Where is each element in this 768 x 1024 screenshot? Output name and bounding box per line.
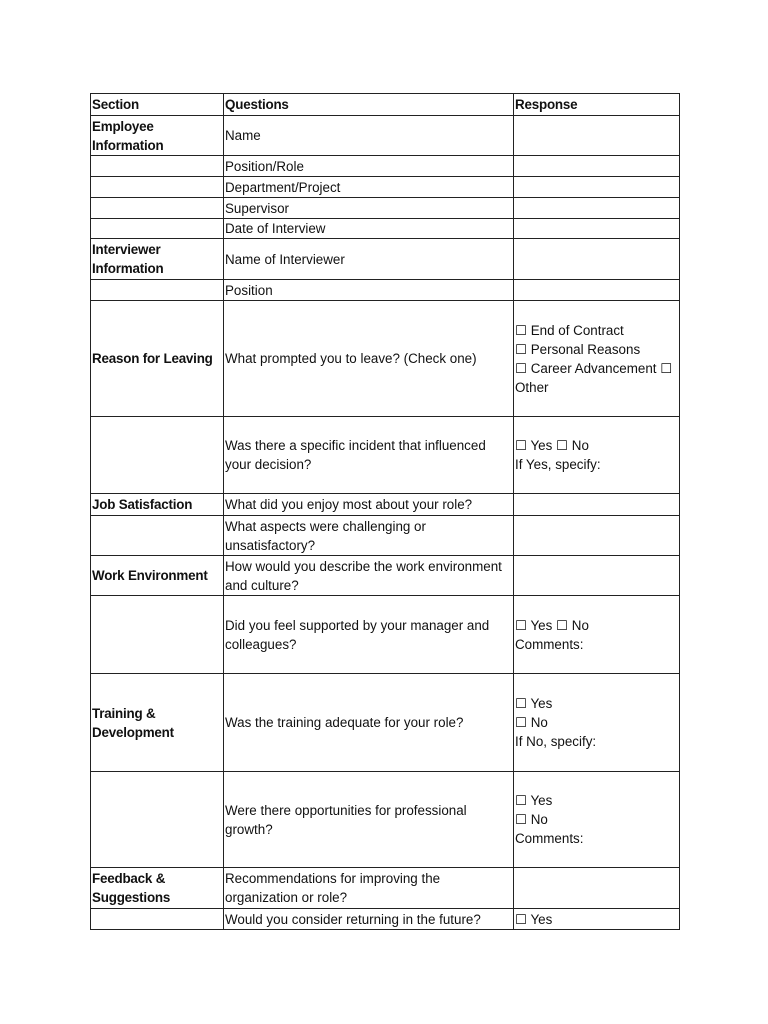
response-cell[interactable] (514, 116, 680, 156)
table-row (91, 239, 680, 280)
response-cell[interactable] (514, 494, 680, 516)
response-option[interactable]: If Yes, specify: (515, 457, 601, 472)
table-row (91, 198, 680, 219)
question-text: Was the training adequate for your role? (225, 715, 464, 730)
response-cell[interactable] (514, 596, 680, 674)
section-cell (91, 516, 224, 556)
response-option[interactable]: ☐ Career Advancement ☐ (515, 360, 673, 376)
response-option[interactable]: Comments: (515, 636, 584, 652)
question-text: What prompted you to leave? (Check one) (225, 351, 477, 366)
exit-interview-table (90, 93, 680, 930)
header-section: Section (91, 94, 224, 116)
section-cell (91, 156, 224, 177)
section-cell (91, 674, 224, 772)
table-row (91, 116, 680, 156)
table-row (91, 868, 680, 909)
response-option[interactable]: ☐ Yes ☐ No (515, 438, 589, 453)
response-option[interactable]: ☐ Personal Reasons (515, 341, 641, 357)
section-cell (91, 116, 224, 156)
section-cell (91, 556, 224, 596)
response-option[interactable]: Comments: (515, 831, 584, 846)
table-row (91, 909, 680, 930)
response-cell[interactable] (514, 280, 680, 301)
section-cell (91, 772, 224, 868)
response-cell[interactable] (514, 868, 680, 909)
question-text: Would you consider returning in the future? (225, 911, 481, 927)
question-cell (224, 772, 514, 868)
question-cell (224, 198, 514, 219)
question-cell (224, 494, 514, 516)
question-cell (224, 868, 514, 909)
table-row (91, 177, 680, 198)
section-cell (91, 909, 224, 930)
response-cell[interactable] (514, 156, 680, 177)
response-option[interactable]: ☐ No (515, 812, 548, 827)
section-cell (91, 301, 224, 417)
response-option[interactable]: ☐ Yes (515, 911, 553, 927)
header-questions: Questions (224, 94, 514, 116)
question-text: Position (225, 282, 273, 298)
question-cell (224, 239, 514, 280)
question-cell (224, 156, 514, 177)
response-cell[interactable] (514, 198, 680, 219)
response-cell[interactable] (514, 177, 680, 198)
response-cell[interactable] (514, 674, 680, 772)
section-cell (91, 596, 224, 674)
question-text: Were there opportunities for professional growth? (225, 802, 467, 837)
response-option[interactable]: ☐ Yes ☐ No (515, 617, 589, 633)
question-text: What aspects were challenging or unsatisfactory? (225, 518, 426, 553)
section-cell (91, 219, 224, 239)
table-row (91, 772, 680, 868)
response-cell[interactable] (514, 909, 680, 930)
section-cell (91, 177, 224, 198)
question-text: Department/Project (225, 179, 341, 195)
response-option[interactable]: If No, specify: (515, 734, 597, 749)
question-cell (224, 417, 514, 494)
question-text: How would you describe the work environment and culture? (225, 558, 502, 593)
table-row (91, 301, 680, 417)
question-text: Name (225, 128, 261, 143)
section-cell (91, 239, 224, 280)
section-cell (91, 198, 224, 219)
table-row (91, 494, 680, 516)
question-text: Supervisor (225, 200, 290, 216)
response-cell[interactable] (514, 772, 680, 868)
section-label: Feedback & Suggestions (92, 871, 171, 905)
table-row (91, 280, 680, 301)
response-option[interactable]: ☐ No (515, 715, 548, 730)
question-text: Was there a specific incident that influenced your decision? (225, 438, 486, 472)
question-text: Position/Role (225, 158, 304, 174)
table-row (91, 596, 680, 674)
header-row (91, 94, 680, 116)
question-text: Did you feel supported by your manager and colleagues? (225, 617, 490, 652)
response-cell[interactable] (514, 219, 680, 239)
response-option[interactable]: ☐ Yes (515, 793, 553, 808)
question-cell (224, 556, 514, 596)
table-row (91, 219, 680, 239)
response-cell[interactable] (514, 239, 680, 280)
section-label: Work Environment (92, 568, 208, 583)
question-text: Date of Interview (225, 221, 326, 236)
response-option[interactable]: Other (515, 379, 549, 395)
question-cell (224, 116, 514, 156)
section-cell (91, 417, 224, 494)
header-response: Response (514, 94, 680, 116)
response-option[interactable]: ☐ Yes (515, 696, 553, 711)
response-option[interactable]: ☐ End of Contract (515, 322, 624, 338)
section-cell (91, 868, 224, 909)
response-cell[interactable] (514, 301, 680, 417)
question-cell (224, 177, 514, 198)
question-cell (224, 674, 514, 772)
table-row (91, 516, 680, 556)
response-cell[interactable] (514, 516, 680, 556)
table-row (91, 156, 680, 177)
question-cell (224, 909, 514, 930)
question-text: What did you enjoy most about your role? (225, 497, 473, 512)
section-label: Reason for Leaving (92, 351, 213, 366)
section-label: Job Satisfaction (92, 497, 193, 512)
question-cell (224, 301, 514, 417)
table-row (91, 674, 680, 772)
question-text: Recommendations for improving the organization or role? (225, 871, 441, 905)
section-label: Interviewer Information (92, 242, 164, 276)
section-cell (91, 280, 224, 301)
question-text: Name of Interviewer (225, 251, 345, 267)
section-cell (91, 494, 224, 516)
question-cell (224, 219, 514, 239)
section-label: Employee Information (92, 118, 164, 153)
response-cell[interactable] (514, 417, 680, 494)
question-cell (224, 516, 514, 556)
question-cell (224, 596, 514, 674)
table-row (91, 556, 680, 596)
response-cell[interactable] (514, 556, 680, 596)
question-cell (224, 280, 514, 301)
table-row (91, 417, 680, 494)
section-label: Training & Development (92, 705, 174, 740)
